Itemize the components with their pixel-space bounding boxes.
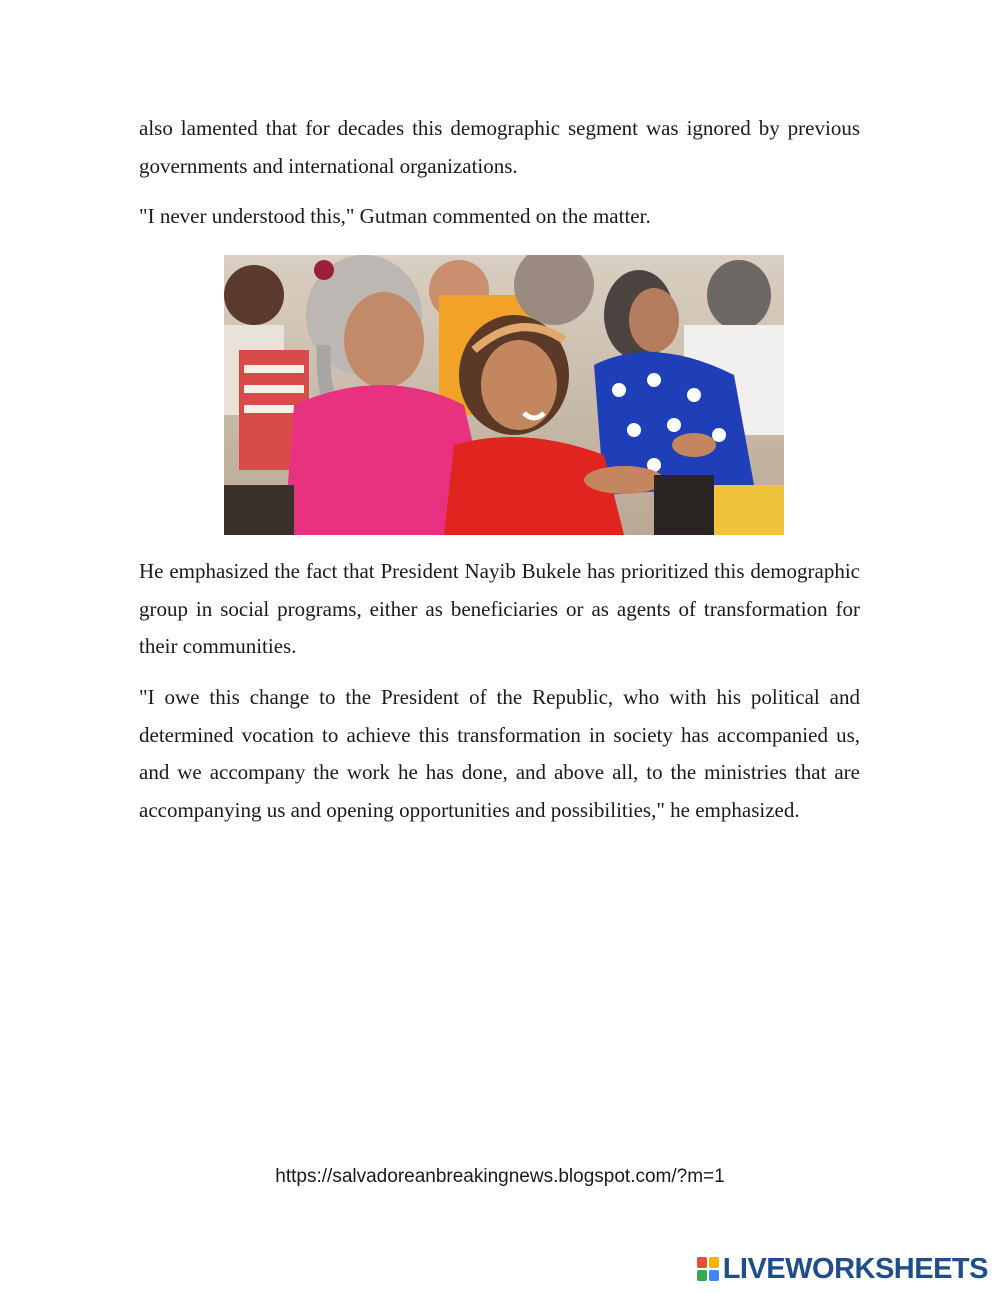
paragraph-1: also lamented that for decades this demographic segment was ignored by previous governments and international organizations. (139, 116, 860, 178)
logo-square-yellow (709, 1257, 719, 1268)
logo-square-green (697, 1270, 707, 1281)
liveworksheets-logo-text: LIVEWORKSHEETS (722, 1252, 988, 1285)
liveworksheets-logo-icon (697, 1257, 719, 1281)
paragraph-3: He emphasized the fact that President Nayib Bukele has prioritized this demographic group in social programs, either as beneficiaries or as agents of transformation for their communities. (139, 559, 860, 659)
source-url: https://salvadoreanbreakingnews.blogspot.com/?m=1 (275, 1166, 725, 1187)
logo-square-red (697, 1257, 707, 1268)
photo-smiling-elderly-women-icon (224, 255, 784, 535)
logo-square-blue (709, 1270, 719, 1281)
article-photo (224, 255, 784, 535)
paragraph-4-quote: "I owe this change to the President of the Republic, who with his political and determined vocation to achieve this transformation in society has accompanied us, and we accompany the work he has done, and above all, to the ministries that are accompanying us and opening opportunities and possibilities," he emphasized. (139, 685, 860, 822)
liveworksheets-logo (697, 1252, 988, 1286)
paragraph-2-quote: "I never understood this," Gutman commented on the matter. (139, 204, 651, 228)
